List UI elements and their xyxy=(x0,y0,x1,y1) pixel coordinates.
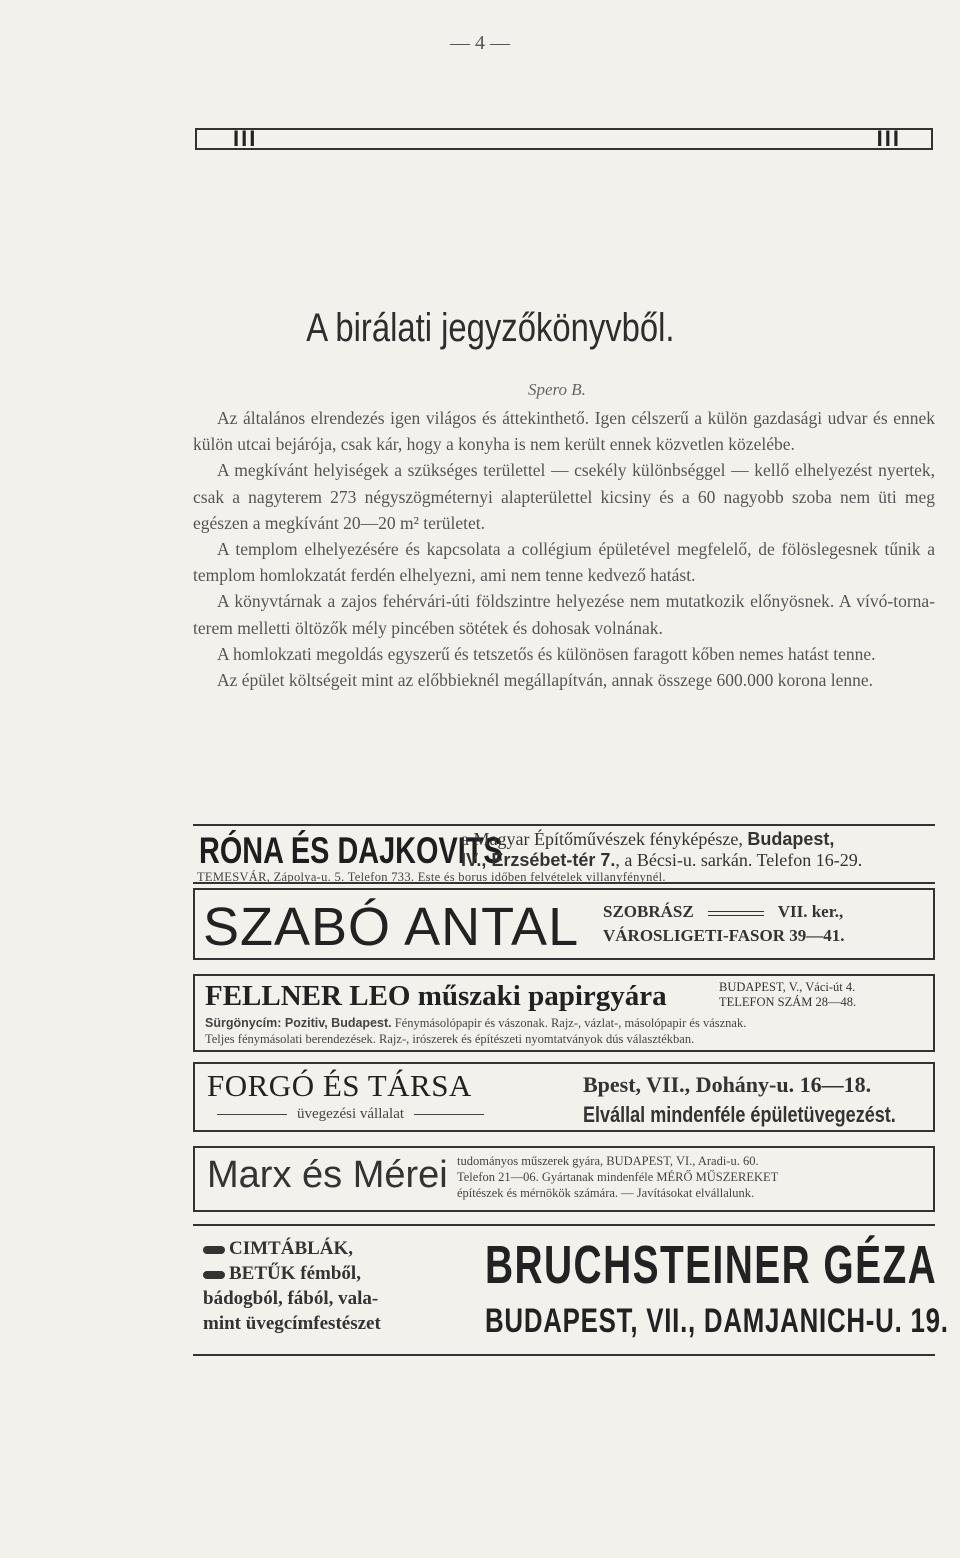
paragraph: Az épület költségeit mint az előbbieknél megállapítván, annak összege 600.000 korona lenne. xyxy=(217,670,874,691)
ad-fellner-addr1: BUDAPEST, V., Váci-út 4. xyxy=(719,980,856,994)
ad-fellner-addr2: TELEFON SZÁM 28—48. xyxy=(719,995,857,1009)
ad-rona-dajkovits xyxy=(193,824,935,884)
ad-forgo-tarsa xyxy=(193,1062,935,1132)
dash-rule xyxy=(414,1114,484,1115)
signature: Spero B. xyxy=(528,380,586,399)
ad-bruchsteiner-left1: CIMTÁBLÁK, xyxy=(229,1238,354,1259)
ad-rona-line3: TEMESVÁR, Zápolya-u. 5. Telefon 733. Este és borus időben felvételek villanyfénynél. xyxy=(197,870,666,884)
ad-marx-line1: tudományos műszerek gyára, BUDAPEST, VI., Aradi-u. 60. xyxy=(457,1154,759,1168)
ad-bruchsteiner-address: BUDAPEST, VII., DAMJANICH-U. 19. xyxy=(485,1302,949,1340)
top-rule-left-mark: III xyxy=(233,126,258,151)
ad-forgo-subtitle: üvegezési vállalat xyxy=(297,1106,405,1122)
dash-rule xyxy=(217,1114,287,1115)
ad-rona-line1-text: a Magyar Építőművészek fényképésze, xyxy=(461,829,748,849)
ad-forgo-address: Bpest, VII., Dohány-u. 16—18. xyxy=(583,1072,872,1097)
ad-szabo-address: VÁROSLIGETI-FASOR 39—41. xyxy=(603,926,845,945)
double-rule xyxy=(708,911,764,916)
ad-fellner-leo xyxy=(193,974,935,1052)
ad-forgo-name: FORGÓ ÉS TÁRSA xyxy=(207,1068,472,1103)
ad-rona-line1 xyxy=(461,829,834,850)
pointing-hand-icon xyxy=(203,1246,225,1254)
page-number: — 4 — xyxy=(450,32,510,54)
paragraph: A könyvtárnak a zajos fehérvári-úti földszintre helyezése nem mutatkozik előnyösnek. A vívó-torna-terem melletti öltözők mély pincében sötétek és dohosak volnának. xyxy=(193,591,935,638)
ad-bruchsteiner xyxy=(193,1224,949,1356)
top-rule xyxy=(195,128,933,150)
report-body xyxy=(193,405,935,693)
ad-marx-line3: építészek és mérnökök számára. — Javításokat elvállalunk. xyxy=(457,1186,755,1200)
ad-marx-line2: Telefon 21—06. Gyártanak mindenféle MÉRŐ MŰSZEREKET xyxy=(457,1170,779,1184)
ad-szabo-antal xyxy=(193,888,935,960)
top-rule-right-mark: III xyxy=(876,126,901,151)
ad-rona-name: RÓNA ÉS DAJKOVITS xyxy=(199,830,503,871)
pointing-hand-icon xyxy=(203,1271,225,1279)
page-title: A birálati jegyzőkönyvből. xyxy=(306,306,675,350)
ad-rona-line2 xyxy=(461,850,862,871)
ad-forgo-sub xyxy=(207,1106,494,1123)
paragraph: Az általános elrendezés igen világos és áttekinthető. Igen célszerű a külön gazdasági udvar és ennek külön utcai bejárója, csak kár, hogy a konyha is nem került ennek közvetlen közelébe. xyxy=(193,408,935,455)
ad-szabo-name: SZABÓ ANTAL xyxy=(203,897,580,957)
ad-forgo-slogan: Elvállal mindenféle épületüvegezést. xyxy=(583,1102,896,1127)
ad-fellner-line3: Teljes fénymásolati berendezések. Rajz-, irószerek és építészeti nyomtatványok dús választékban. xyxy=(205,1032,695,1046)
ad-bruchsteiner-name: BRUCHSTEINER GÉZA xyxy=(485,1235,938,1295)
ad-rona-line2-text: , a Bécsi-u. sarkán. Telefon 16-29. xyxy=(615,850,863,870)
ad-szabo-district: VII. ker., xyxy=(777,902,844,921)
ad-bruchsteiner-left2: BETŰK fémből, xyxy=(229,1263,361,1284)
paragraph: A homlokzati megoldás egyszerű és tetszetős és különösen faragott kőben nemes hatást tenne. xyxy=(217,643,876,664)
ad-rona-city: Budapest, xyxy=(747,829,835,849)
ad-bruchsteiner-left4: mint üvegcímfestészet xyxy=(203,1313,381,1334)
ad-fellner-name: FELLNER LEO műszaki papirgyára xyxy=(205,980,667,1012)
ad-szabo-trade: SZOBRÁSZ xyxy=(603,902,694,921)
ad-szabo-line1 xyxy=(603,902,843,922)
ad-marx-name: Marx és Mérei xyxy=(207,1154,448,1196)
paragraph: A megkívánt helyiségek a szükséges területtel — csekély különbséggel — kellő elhelyezést nyertek, csak a nagyterem 273 négyszögméternyi alapterülettel kicsiny és a 60 nagyobb szoba nem üti meg egészen a megkívánt 20—20 m² területet. xyxy=(193,460,935,533)
ad-marx-merei xyxy=(193,1146,935,1212)
ad-bruchsteiner-left xyxy=(203,1236,381,1336)
ad-bruchsteiner-left3: bádogból, fából, vala- xyxy=(203,1288,379,1309)
ad-rona-address: IV., Erzsébet-tér 7. xyxy=(461,850,616,870)
ad-fellner-line2-text: Fénymásolópapir és vászonak. Rajz-, vázlat-, másolópapir és vásznak. xyxy=(391,1016,747,1030)
ad-fellner-telegram: Sürgönycím: Pozitiv, Budapest. xyxy=(205,1016,392,1030)
paragraph: A templom elhelyezésére és kapcsolata a collégium épületével megfelelő, de fölöslegesnek tűnik a templom homlokzatát ferdén elhelyezni, ami nem tenne kedvező hatást. xyxy=(193,539,935,586)
ad-fellner-line2 xyxy=(205,1016,746,1031)
